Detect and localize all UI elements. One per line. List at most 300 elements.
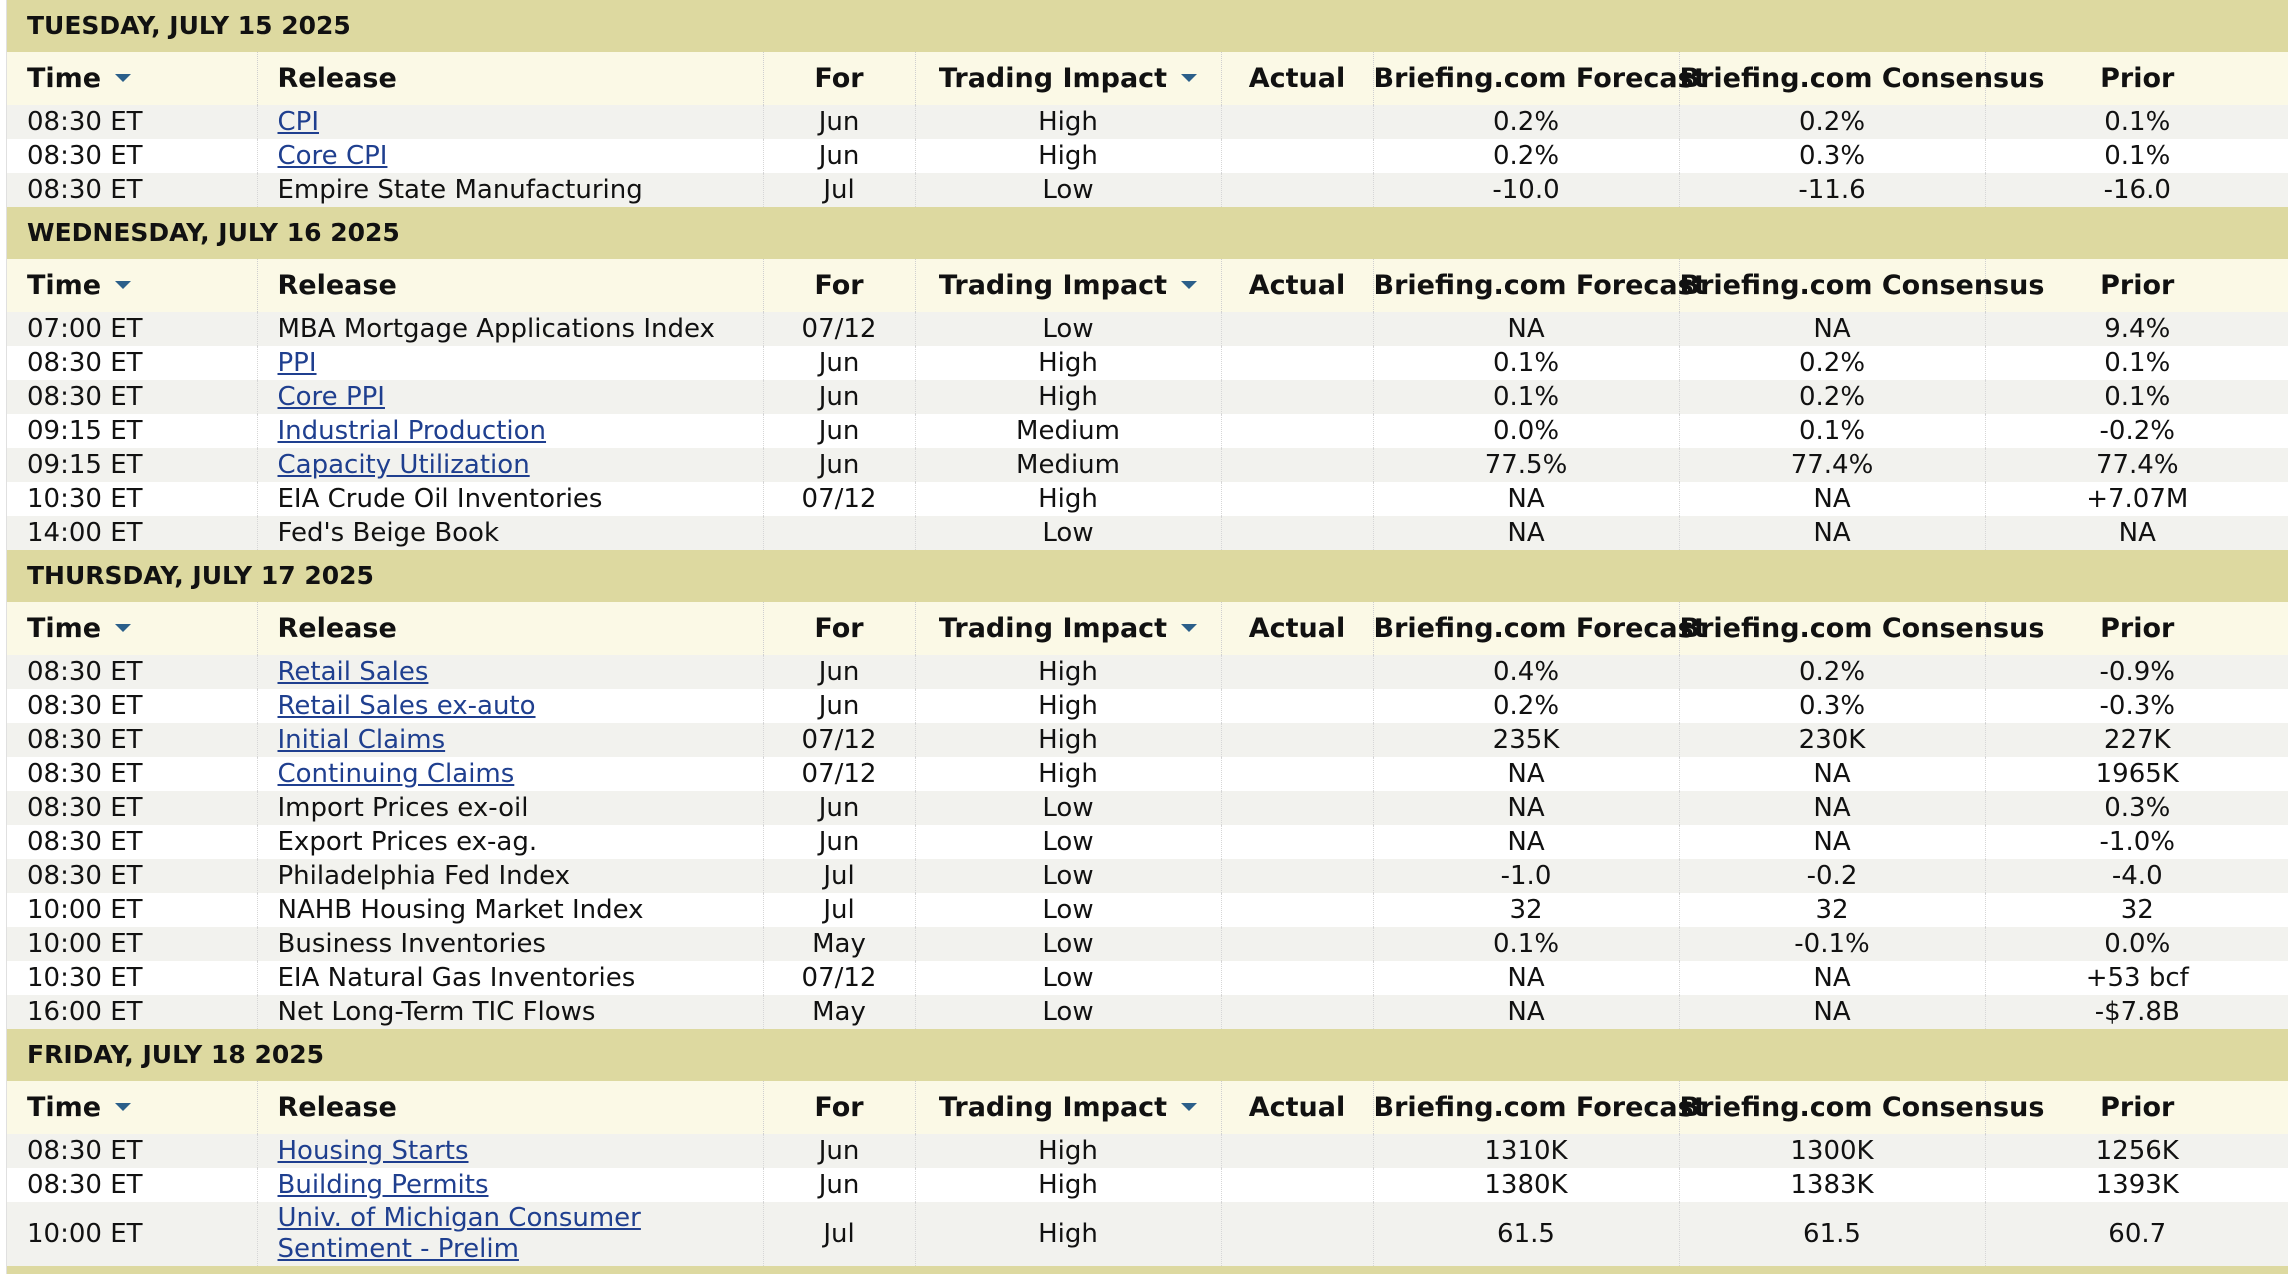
trading-impact-column-header[interactable] [915, 602, 1221, 655]
day-header: TUESDAY, JULY 15 2025 [7, 0, 2288, 52]
time-cell: 08:30 ET [7, 723, 257, 757]
sort-down-icon[interactable] [115, 624, 131, 632]
actual-cell [1221, 689, 1373, 723]
release-cell [257, 414, 763, 448]
release-link[interactable]: PPI [277, 347, 317, 378]
column-header-label: Actual [1248, 613, 1346, 644]
consensus-cell: 1300K [1679, 1134, 1985, 1168]
release-name: Net Long-Term TIC Flows [277, 996, 596, 1027]
column-header-label: Actual [1248, 63, 1346, 94]
for-cell: Jun [763, 689, 915, 723]
column-header-label: Briefing.com Forecast [1373, 1092, 1707, 1123]
column-header-label: For [814, 613, 864, 644]
release-link[interactable]: Core PPI [277, 381, 385, 412]
table-row [7, 927, 2288, 961]
time-cell: 16:00 ET [7, 995, 257, 1029]
column-header-label: Briefing.com Consensus [1679, 270, 2045, 301]
actual-cell [1221, 346, 1373, 380]
actual-cell [1221, 139, 1373, 173]
for-cell: Jun [763, 655, 915, 689]
prior-cell: 0.1% [2104, 106, 2171, 137]
for-cell: Jun [763, 139, 915, 173]
actual-cell [1221, 1168, 1373, 1202]
table-row [7, 346, 2288, 380]
release-link[interactable]: Continuing Claims [277, 758, 515, 789]
consensus-cell: 0.1% [1679, 414, 1985, 448]
column-header-label: For [814, 270, 864, 301]
releases-table [7, 259, 2288, 550]
consensus-column-header [1679, 1081, 2045, 1134]
time-cell: 08:30 ET [7, 757, 257, 791]
consensus-cell: NA [1679, 482, 1985, 516]
column-header-label: Prior [2100, 613, 2175, 644]
for-cell: Jun [763, 448, 915, 482]
release-cell [257, 893, 763, 927]
release-cell [257, 927, 763, 961]
time-cell: 10:30 ET [7, 482, 257, 516]
time-cell: 08:30 ET [7, 1134, 257, 1168]
consensus-cell: 0.3% [1679, 689, 1985, 723]
actual-cell [1221, 655, 1373, 689]
consensus-cell: NA [1679, 791, 1985, 825]
consensus-column-header [1679, 52, 2045, 105]
trading-impact-column-header[interactable] [915, 1081, 1221, 1134]
forecast-column-header [1373, 1081, 1707, 1134]
consensus-cell: 0.2% [1679, 655, 1985, 689]
actual-cell [1221, 312, 1373, 346]
consensus-cell: NA [1679, 312, 1985, 346]
consensus-cell: 0.2% [1679, 105, 1985, 139]
prior-cell: 9.4% [2104, 313, 2171, 344]
prior-cell: 0.3% [2104, 792, 2171, 823]
release-link[interactable]: Initial Claims [277, 724, 446, 755]
release-link[interactable]: Retail Sales [277, 656, 429, 687]
time-cell: 10:00 ET [7, 893, 257, 927]
forecast-cell: 0.1% [1373, 380, 1679, 414]
actual-cell [1221, 791, 1373, 825]
consensus-cell: 61.5 [1679, 1202, 1985, 1266]
consensus-cell: -0.2 [1679, 859, 1985, 893]
forecast-column-header [1373, 602, 1707, 655]
for-cell: Jun [763, 414, 915, 448]
for-column-header [763, 1081, 915, 1134]
column-header-label: Time [27, 63, 102, 94]
sort-down-icon[interactable] [1181, 624, 1197, 632]
prior-cell: 1256K [2095, 1135, 2179, 1166]
forecast-cell: NA [1373, 995, 1679, 1029]
actual-column-header [1221, 1081, 1373, 1134]
impact-cell: Medium [915, 448, 1221, 482]
table-row [7, 139, 2288, 173]
prior-cell: -16.0 [2103, 174, 2171, 205]
sort-down-icon[interactable] [1181, 74, 1197, 82]
column-header-row [7, 259, 2288, 312]
actual-cell [1221, 105, 1373, 139]
time-cell: 08:30 ET [7, 173, 257, 207]
prior-cell: 1965K [2095, 758, 2179, 789]
release-cell [257, 791, 763, 825]
release-name: Fed's Beige Book [277, 517, 500, 548]
table-row [7, 893, 2288, 927]
consensus-cell: NA [1679, 757, 1985, 791]
time-cell: 10:30 ET [7, 961, 257, 995]
time-cell: 10:00 ET [7, 927, 257, 961]
release-cell [257, 139, 763, 173]
prior-cell: 77.4% [2095, 449, 2179, 480]
table-row [7, 482, 2288, 516]
time-column-header[interactable] [7, 602, 257, 655]
time-cell: 08:30 ET [7, 139, 257, 173]
forecast-cell: 0.2% [1373, 105, 1679, 139]
trading-impact-column-header[interactable] [915, 259, 1221, 312]
impact-cell: Medium [915, 414, 1221, 448]
for-cell: Jul [763, 173, 915, 207]
consensus-cell: NA [1679, 961, 1985, 995]
consensus-column-header [1679, 602, 2045, 655]
for-cell: May [763, 995, 915, 1029]
impact-cell: Low [915, 927, 1221, 961]
actual-cell [1221, 173, 1373, 207]
sort-down-icon[interactable] [1181, 281, 1197, 289]
release-cell [257, 723, 763, 757]
actual-cell [1221, 516, 1373, 550]
release-cell [257, 859, 763, 893]
time-cell: 10:00 ET [7, 1202, 257, 1266]
column-header-label: Briefing.com Forecast [1373, 613, 1707, 644]
actual-cell [1221, 414, 1373, 448]
actual-cell [1221, 961, 1373, 995]
time-cell: 08:30 ET [7, 655, 257, 689]
column-header-label: Prior [2100, 1092, 2175, 1123]
release-column-header [257, 602, 763, 655]
release-link[interactable]: Univ. of Michigan Consumer Sentiment - Prelim [277, 1203, 641, 1264]
time-cell: 08:30 ET [7, 689, 257, 723]
forecast-cell: 0.2% [1373, 689, 1679, 723]
time-cell: 08:30 ET [7, 859, 257, 893]
table-row [7, 995, 2288, 1029]
column-header-label: Trading Impact [938, 1092, 1168, 1123]
time-cell: 07:00 ET [7, 312, 257, 346]
release-cell [257, 105, 763, 139]
table-row [7, 173, 2288, 207]
for-column-header [763, 52, 915, 105]
release-cell [257, 995, 763, 1029]
release-link[interactable]: Building Permits [277, 1169, 489, 1200]
forecast-cell: -1.0 [1373, 859, 1679, 893]
release-link[interactable]: Industrial Production [277, 415, 547, 446]
column-header-row [7, 52, 2288, 105]
table-row [7, 448, 2288, 482]
consensus-cell: 0.2% [1679, 346, 1985, 380]
consensus-cell: 1383K [1679, 1168, 1985, 1202]
release-cell [257, 1202, 763, 1266]
for-cell: 07/12 [763, 723, 915, 757]
forecast-cell: 61.5 [1373, 1202, 1679, 1266]
time-cell: 08:30 ET [7, 105, 257, 139]
trading-impact-column-header[interactable] [915, 52, 1221, 105]
release-link[interactable]: Capacity Utilization [277, 449, 530, 480]
releases-table [7, 52, 2288, 207]
time-cell: 08:30 ET [7, 380, 257, 414]
table-row [7, 859, 2288, 893]
day-header: FRIDAY, JULY 18 2025 [7, 1029, 2288, 1081]
prior-cell: 1393K [2095, 1169, 2179, 1200]
column-header-label: Release [277, 270, 397, 301]
sort-down-icon[interactable] [115, 1103, 131, 1111]
table-row [7, 825, 2288, 859]
release-cell [257, 312, 763, 346]
prior-cell: +7.07M [2086, 483, 2189, 514]
prior-cell: 60.7 [2108, 1218, 2167, 1249]
release-cell [257, 655, 763, 689]
time-cell: 08:30 ET [7, 346, 257, 380]
for-column-header [763, 602, 915, 655]
prior-cell: 0.0% [2104, 928, 2171, 959]
forecast-cell: 235K [1373, 723, 1679, 757]
impact-cell: High [915, 689, 1221, 723]
column-header-label: Release [277, 63, 397, 94]
prior-cell: 0.1% [2104, 140, 2171, 171]
release-name: Import Prices ex-oil [277, 792, 529, 823]
impact-cell: High [915, 105, 1221, 139]
for-column-header [763, 259, 915, 312]
actual-cell [1221, 380, 1373, 414]
column-header-label: Briefing.com Consensus [1679, 63, 2045, 94]
release-name: MBA Mortgage Applications Index [277, 313, 715, 344]
prior-cell: +53 bcf [2085, 962, 2189, 993]
release-link[interactable]: CPI [277, 106, 320, 137]
column-header-label: Trading Impact [938, 270, 1168, 301]
column-header-label: For [814, 63, 864, 94]
impact-cell: High [915, 346, 1221, 380]
table-row [7, 1168, 2288, 1202]
table-footer-bar [7, 1266, 2288, 1274]
actual-cell [1221, 927, 1373, 961]
table-row [7, 1134, 2288, 1168]
column-header-row [7, 602, 2288, 655]
table-row [7, 757, 2288, 791]
column-header-label: Actual [1248, 1092, 1346, 1123]
release-name: Business Inventories [277, 928, 546, 959]
release-link[interactable]: Retail Sales ex-auto [277, 690, 536, 721]
column-header-label: Briefing.com Consensus [1679, 1092, 2045, 1123]
actual-cell [1221, 723, 1373, 757]
impact-cell: Low [915, 859, 1221, 893]
consensus-column-header [1679, 259, 2045, 312]
release-link[interactable]: Housing Starts [277, 1135, 469, 1166]
actual-cell [1221, 1134, 1373, 1168]
table-row [7, 105, 2288, 139]
impact-cell: Low [915, 312, 1221, 346]
forecast-cell: NA [1373, 791, 1679, 825]
release-cell [257, 448, 763, 482]
impact-cell: Low [915, 995, 1221, 1029]
sort-down-icon[interactable] [115, 74, 131, 82]
actual-cell [1221, 482, 1373, 516]
column-header-label: Time [27, 1092, 102, 1123]
release-name: EIA Crude Oil Inventories [277, 483, 603, 514]
table-row [7, 961, 2288, 995]
table-row [7, 312, 2288, 346]
release-name: EIA Natural Gas Inventories [277, 962, 636, 993]
column-header-label: Briefing.com Forecast [1373, 270, 1707, 301]
for-cell: 07/12 [763, 961, 915, 995]
column-header-label: Release [277, 1092, 397, 1123]
for-cell: Jun [763, 346, 915, 380]
for-cell: Jun [763, 380, 915, 414]
consensus-cell: -0.1% [1679, 927, 1985, 961]
forecast-cell: 0.2% [1373, 139, 1679, 173]
consensus-cell: 0.3% [1679, 139, 1985, 173]
prior-cell: -4.0 [2111, 860, 2163, 891]
column-header-label: Trading Impact [938, 613, 1168, 644]
prior-cell: 227K [2103, 724, 2171, 755]
release-column-header [257, 52, 763, 105]
for-cell: Jun [763, 1168, 915, 1202]
release-cell [257, 757, 763, 791]
forecast-cell: 0.1% [1373, 346, 1679, 380]
forecast-column-header [1373, 259, 1707, 312]
for-cell: May [763, 927, 915, 961]
consensus-cell: NA [1679, 995, 1985, 1029]
impact-cell: High [915, 1168, 1221, 1202]
day-header: THURSDAY, JULY 17 2025 [7, 550, 2288, 602]
time-column-header[interactable] [7, 259, 257, 312]
time-column-header[interactable] [7, 52, 257, 105]
sort-down-icon[interactable] [1181, 1103, 1197, 1111]
release-link[interactable]: Core CPI [277, 140, 388, 171]
prior-cell: 0.1% [2104, 381, 2171, 412]
release-cell [257, 961, 763, 995]
releases-table [7, 602, 2288, 1029]
column-header-label: Briefing.com Consensus [1679, 613, 2045, 644]
sort-down-icon[interactable] [115, 281, 131, 289]
time-cell: 14:00 ET [7, 516, 257, 550]
release-cell [257, 516, 763, 550]
release-cell [257, 689, 763, 723]
time-cell: 08:30 ET [7, 1168, 257, 1202]
table-row [7, 414, 2288, 448]
prior-cell: 32 [2120, 894, 2154, 925]
for-cell: Jun [763, 1134, 915, 1168]
consensus-cell: 32 [1679, 893, 1985, 927]
table-row [7, 655, 2288, 689]
prior-cell: -0.3% [2099, 690, 2175, 721]
for-cell [763, 516, 915, 550]
prior-cell: -0.9% [2099, 656, 2175, 687]
forecast-cell: 0.0% [1373, 414, 1679, 448]
impact-cell: High [915, 723, 1221, 757]
release-cell [257, 482, 763, 516]
impact-cell: Low [915, 791, 1221, 825]
for-cell: 07/12 [763, 312, 915, 346]
column-header-label: Release [277, 613, 397, 644]
column-header-label: Prior [2100, 270, 2175, 301]
release-cell [257, 825, 763, 859]
release-name: Philadelphia Fed Index [277, 860, 571, 891]
release-column-header [257, 259, 763, 312]
prior-cell: NA [2118, 517, 2156, 548]
release-column-header [257, 1081, 763, 1134]
for-cell: Jul [763, 893, 915, 927]
release-name: Empire State Manufacturing [277, 174, 643, 205]
prior-cell: -1.0% [2099, 826, 2175, 857]
consensus-cell: NA [1679, 516, 1985, 550]
forecast-cell: NA [1373, 516, 1679, 550]
forecast-cell: NA [1373, 825, 1679, 859]
for-cell: 07/12 [763, 482, 915, 516]
for-cell: Jul [763, 859, 915, 893]
for-cell: Jun [763, 791, 915, 825]
table-row [7, 1202, 2288, 1266]
economic-calendar [6, 0, 2288, 1274]
forecast-cell: 0.1% [1373, 927, 1679, 961]
time-cell: 09:15 ET [7, 448, 257, 482]
consensus-cell: 0.2% [1679, 380, 1985, 414]
prior-cell: 0.1% [2104, 347, 2171, 378]
forecast-cell: 1380K [1373, 1168, 1679, 1202]
actual-column-header [1221, 602, 1373, 655]
consensus-cell: 77.4% [1679, 448, 1985, 482]
impact-cell: High [915, 1202, 1221, 1266]
for-cell: 07/12 [763, 757, 915, 791]
actual-cell [1221, 893, 1373, 927]
actual-column-header [1221, 259, 1373, 312]
consensus-cell: -11.6 [1679, 173, 1985, 207]
impact-cell: High [915, 757, 1221, 791]
time-cell: 08:30 ET [7, 791, 257, 825]
day-header: WEDNESDAY, JULY 16 2025 [7, 207, 2288, 259]
release-cell [257, 1134, 763, 1168]
column-header-label: Time [27, 613, 102, 644]
actual-cell [1221, 825, 1373, 859]
column-header-label: Briefing.com Forecast [1373, 63, 1707, 94]
actual-cell [1221, 859, 1373, 893]
column-header-label: Prior [2100, 63, 2175, 94]
for-cell: Jun [763, 825, 915, 859]
column-header-label: Time [27, 270, 102, 301]
forecast-column-header [1373, 52, 1707, 105]
forecast-cell: 0.4% [1373, 655, 1679, 689]
forecast-cell: NA [1373, 482, 1679, 516]
release-cell [257, 1168, 763, 1202]
forecast-cell: 1310K [1373, 1134, 1679, 1168]
actual-cell [1221, 1202, 1373, 1266]
time-column-header[interactable] [7, 1081, 257, 1134]
release-cell [257, 346, 763, 380]
release-name: NAHB Housing Market Index [277, 894, 644, 925]
column-header-label: For [814, 1092, 864, 1123]
actual-cell [1221, 448, 1373, 482]
forecast-cell: NA [1373, 961, 1679, 995]
releases-table [7, 1081, 2288, 1266]
table-row [7, 791, 2288, 825]
release-cell [257, 380, 763, 414]
forecast-cell: 77.5% [1373, 448, 1679, 482]
time-cell: 09:15 ET [7, 414, 257, 448]
forecast-cell: -10.0 [1373, 173, 1679, 207]
impact-cell: High [915, 380, 1221, 414]
table-row [7, 723, 2288, 757]
forecast-cell: NA [1373, 757, 1679, 791]
actual-column-header [1221, 52, 1373, 105]
impact-cell: Low [915, 173, 1221, 207]
impact-cell: Low [915, 961, 1221, 995]
impact-cell: High [915, 655, 1221, 689]
prior-cell: -0.2% [2099, 415, 2175, 446]
for-cell: Jun [763, 105, 915, 139]
table-row [7, 516, 2288, 550]
